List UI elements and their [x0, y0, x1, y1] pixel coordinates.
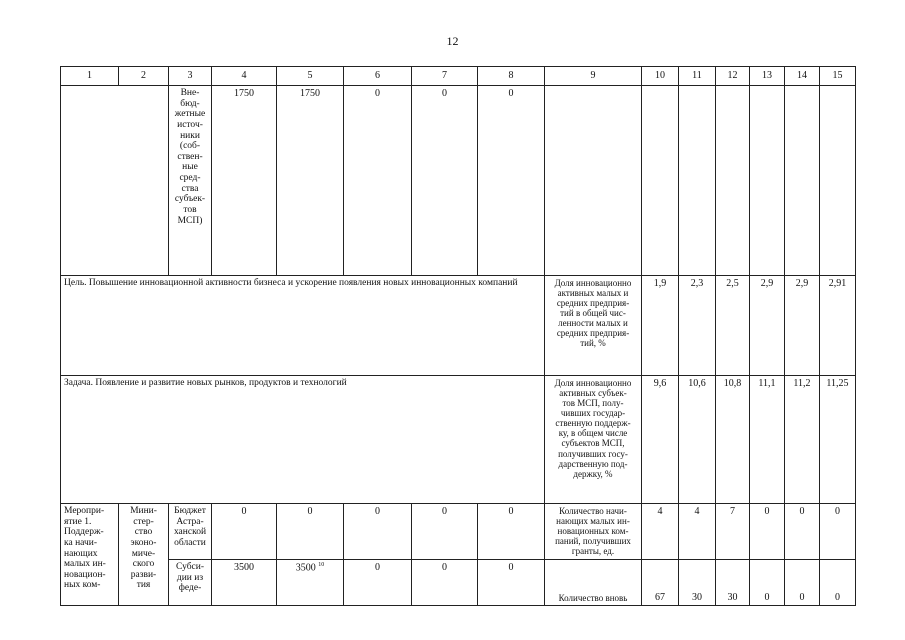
empty-cell [61, 86, 169, 276]
measure-indicator: Количество начи- нающих малых ин- новационных ком- паний, получивших гранты, ед. [545, 504, 642, 560]
value-cell: 10,8 [716, 376, 750, 504]
value-cell: 0 [750, 504, 785, 560]
value-cell: 0 [820, 560, 856, 606]
value-cell: 0 [820, 504, 856, 560]
value-cell: 0 [212, 504, 277, 560]
goal-indicator: Доля инновационно активных малых и средних предприя- тий в общей чис- ленности малых и средних предприя- тий, % [545, 276, 642, 376]
empty-cell [750, 86, 785, 276]
value-cell: 0 [344, 86, 412, 276]
value-cell: 30 [716, 560, 750, 606]
value-cell: 0 [412, 560, 478, 606]
goal-text: Цель. Повышение инновационной активности бизнеса и ускорение появления новых инновационных компаний [61, 276, 545, 376]
funding-source: Субси- дии из феде- [169, 560, 212, 606]
funding-source: Вне- бюд- жетные источ- ники (соб- ствен- ные сред- ства субъек- тов МСП) [169, 86, 212, 276]
value-cell: 2,9 [750, 276, 785, 376]
col-header: 11 [679, 67, 716, 86]
value-cell: 2,91 [820, 276, 856, 376]
value-cell: 0 [478, 560, 545, 606]
value-cell: 10,6 [679, 376, 716, 504]
value-cell [277, 560, 344, 606]
value-cell: 0 [412, 504, 478, 560]
empty-cell [820, 86, 856, 276]
task-indicator: Доля инновационно активных субъек- тов МСП, полу- чивших государ- ственную поддерж- ку, в общем числе субъектов МСП, получивших госу- дарственную под- держку, % [545, 376, 642, 504]
value-cell: 11,25 [820, 376, 856, 504]
col-header: 4 [212, 67, 277, 86]
empty-cell [642, 86, 679, 276]
value-cell: 1750 [277, 86, 344, 276]
value-cell: 0 [750, 560, 785, 606]
col-header: 7 [412, 67, 478, 86]
value-cell: 2,9 [785, 276, 820, 376]
value-cell: 0 [412, 86, 478, 276]
value-cell: 0 [785, 504, 820, 560]
value-cell: 0 [344, 504, 412, 560]
value-cell: 3500 [212, 560, 277, 606]
value-cell: 4 [642, 504, 679, 560]
table-row-measure-1 [61, 504, 856, 560]
footnote-mark: 10 [318, 562, 325, 568]
page-number: 12 [446, 34, 459, 48]
empty-cell [785, 86, 820, 276]
col-header: 15 [820, 67, 856, 86]
measure-name: Меропри- ятие 1. Поддерж- ка начи- нающих малых ин- новацион- ных ком- [61, 504, 119, 606]
col-header: 2 [119, 67, 169, 86]
table-row-goal [61, 276, 856, 376]
value-cell: 4 [679, 504, 716, 560]
col-header: 12 [716, 67, 750, 86]
col-header: 3 [169, 67, 212, 86]
col-header: 6 [344, 67, 412, 86]
empty-cell [679, 86, 716, 276]
measure-executor: Мини- стер- ство эконо- миче- ского разви- тия [119, 504, 169, 606]
table-row-measure-2 [61, 560, 856, 606]
value-text: 3500 [295, 562, 316, 574]
table-row-task [61, 376, 856, 504]
col-header: 13 [750, 67, 785, 86]
value-cell: 0 [277, 504, 344, 560]
value-cell: 0 [478, 504, 545, 560]
empty-cell [716, 86, 750, 276]
value-cell: 30 [679, 560, 716, 606]
table-row-extrabudget [61, 86, 856, 276]
value-cell: 11,1 [750, 376, 785, 504]
col-header: 10 [642, 67, 679, 86]
value-cell: 0 [785, 560, 820, 606]
value-cell: 0 [478, 86, 545, 276]
task-text: Задача. Появление и развитие новых рынков, продуктов и технологий [61, 376, 545, 504]
header-row [61, 67, 856, 86]
value-cell: 67 [642, 560, 679, 606]
value-cell: 7 [716, 504, 750, 560]
value-cell: 2,3 [679, 276, 716, 376]
value-cell: 0 [344, 560, 412, 606]
empty-cell [545, 86, 642, 276]
col-header: 8 [478, 67, 545, 86]
funding-source: Бюджет Астра- ханской области [169, 504, 212, 560]
value-cell: 11,2 [785, 376, 820, 504]
col-header: 14 [785, 67, 820, 86]
value-cell: 2,5 [716, 276, 750, 376]
measure-indicator: Количество вновь [545, 560, 642, 606]
value-cell: 9,6 [642, 376, 679, 504]
value-cell: 1750 [212, 86, 277, 276]
col-header: 1 [61, 67, 119, 86]
program-table [60, 66, 856, 606]
col-header: 5 [277, 67, 344, 86]
value-cell: 1,9 [642, 276, 679, 376]
col-header: 9 [545, 67, 642, 86]
